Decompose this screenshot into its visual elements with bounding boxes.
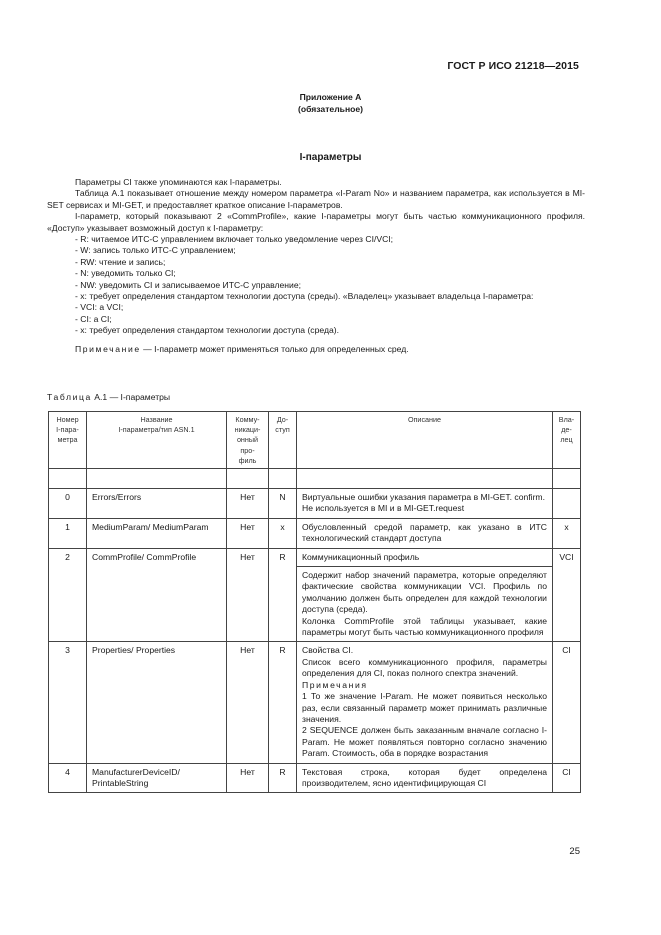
note-text: I-параметр может применяться только для определенных сред.	[154, 343, 409, 354]
list-item: - x: требует определения стандартом технологии доступа (среды). «Владелец» указывает владельца I-параметра:	[75, 291, 534, 302]
cell-owner: x	[553, 518, 581, 548]
list-item: - W: запись только ИТС-С управлением;	[75, 245, 236, 256]
cell-name: ManufacturerDeviceID/ PrintableString	[87, 763, 227, 793]
table-header-row	[49, 412, 581, 469]
cell-comm: Нет	[227, 489, 269, 519]
cell-access: x	[269, 518, 297, 548]
header-description: Описание	[297, 412, 553, 469]
section-title: I-параметры	[299, 152, 362, 163]
table-row	[49, 642, 581, 763]
cell-access: R	[269, 763, 297, 793]
annex-heading	[0, 92, 661, 115]
table-row	[49, 489, 581, 519]
list-item: - VCI: a VCI;	[75, 302, 124, 313]
cell-name: CommProfile/ CommProfile	[87, 548, 227, 642]
list-item: - N: уведомить только CI;	[75, 268, 176, 279]
note-label: Примечания	[302, 679, 368, 690]
table-row	[49, 548, 581, 566]
table-caption-label: Таблица	[47, 392, 92, 402]
cell-name: MediumParam/ MediumParam	[87, 518, 227, 548]
cell-description: Виртуальные ошибки указания параметра в MI-GET. confirm. Не используется в MI и в MI-GET.request	[297, 489, 553, 519]
cell-owner	[553, 489, 581, 519]
cell-name: Errors/Errors	[87, 489, 227, 519]
cell-comm: Нет	[227, 518, 269, 548]
cell-owner: CI	[553, 763, 581, 793]
table-row	[49, 763, 581, 793]
header-number: Номер I-пара- метра	[49, 412, 87, 469]
cell-description: Обусловленный средой параметр, как указано в ИТС технологический стандарт доступа	[297, 518, 553, 548]
cell-number: 0	[49, 489, 87, 519]
cell-number: 4	[49, 763, 87, 793]
standard-header: ГОСТ Р ИСО 21218—2015	[447, 60, 579, 72]
cell-comm: Нет	[227, 548, 269, 642]
cell-number: 3	[49, 642, 87, 763]
cell-number: 2	[49, 548, 87, 642]
cell-description-details: Содержит набор значений параметра, которые определяют фактические свойства коммуникации VCI. Профиль по умолчанию должен быть определен для каждой технологии доступа (среда). Колонка CommProfile этой таблицы указывает, какие параметры могут быть частью коммуникационного профиля	[297, 567, 553, 642]
cell-description: Текстовая строка, которая будет определена производителем, ясно идентифицирующая CI	[297, 763, 553, 793]
cell-comm: Нет	[227, 763, 269, 793]
list-item: - CI: a CI;	[75, 313, 112, 324]
table-row	[49, 518, 581, 548]
cell-description: Коммуникационный профиль	[297, 548, 553, 566]
header-access: До- ступ	[269, 412, 297, 469]
list-item: - NW: уведомить CI и записываемое ИТС-С управление;	[75, 279, 302, 290]
body-text	[47, 177, 585, 355]
table-caption-text: А.1 — I-параметры	[91, 392, 171, 402]
cell-access: R	[269, 548, 297, 642]
cell-owner: CI	[553, 642, 581, 763]
paragraph: Параметры CI также упоминаются как I-параметры.	[75, 177, 282, 187]
annex-status: (обязательное)	[297, 103, 364, 114]
parameters-table	[48, 411, 581, 793]
annex-title: Приложение А	[299, 92, 362, 102]
cell-access: R	[269, 642, 297, 763]
list-item: - R: читаемое ИТС-С управлением включает только уведомление через CI/VCI;	[75, 234, 394, 245]
header-owner: Вла- де- лец	[553, 412, 581, 469]
note-label: Примечание	[75, 343, 141, 354]
header-name: Название I-параметра/тип ASN.1	[87, 412, 227, 469]
cell-number: 1	[49, 518, 87, 548]
cell-owner: VCI	[553, 548, 581, 642]
table-caption	[47, 392, 170, 402]
list-item: - RW: чтение и запись;	[75, 256, 166, 267]
list-item: - x: требует определения стандартом технологии доступа (среда).	[75, 325, 340, 336]
cell-description: Свойства CI. Список всего коммуникационного профиля, параметры определения для CI, показ полного спектра значений. Примечания 1 То же значение I-Param. Не может появиться несколько раз, если связанный параметр может принимать различные значения. 2 SEQUENCE должен быть заказанным вначале согласно I-Param. Не может появляться повторно согласно значению Param. Стоимость, оба в порядке возрастания	[297, 642, 553, 763]
cell-name: Properties/ Properties	[87, 642, 227, 763]
paragraph: I-параметр, который показывают 2 «CommProfile», какие I-параметры могут быть частью коммуникационного профиля. «Доступ» указывает возможный доступ к I-параметру:	[47, 211, 585, 233]
note	[47, 344, 585, 355]
note-dash: —	[140, 343, 155, 354]
header-comm-profile: Комму- никаци- онный про- филь	[227, 412, 269, 469]
cell-access: N	[269, 489, 297, 519]
page-number: 25	[569, 846, 580, 857]
table-spacer-row	[49, 469, 581, 489]
cell-comm: Нет	[227, 642, 269, 763]
paragraph: Таблица А.1 показывает отношение между номером параметра «I-Param No» и названием параметра, как используется в MI-SET сервисах и MI-GET, и предоставляет краткое описание I-параметров.	[47, 188, 585, 210]
